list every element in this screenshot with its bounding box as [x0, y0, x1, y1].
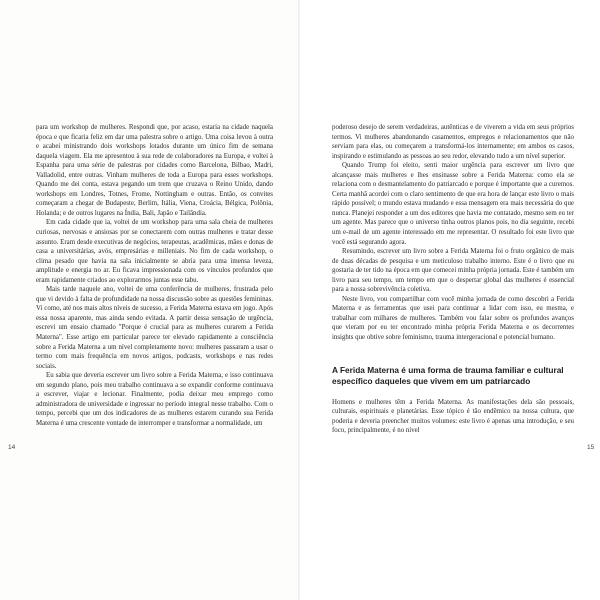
paragraph: Mais tarde naquele ano, voltei de uma conferência de mulheres, frustrada pelo que vi devido à falta de profundidade na nossa discussão sobre as questões femininas. Vi como, até nos mais altos níveis de sucesso, a Ferida Materna estava em jogo. Após essa nossa aparente, mas ainda sendo evitada. A partir dessa sensação de urgência, escrevi um ensaio chamado "Porque é crucial para as mulheres curarem a Ferida Materna". Esse artigo em particular parece ter elevado rapidamente a consciência sobre a Ferida Materna a um nível completamente novo: mulheres passaram a usar o termo com mais frequência em novos artigos, podcasts, workshops e nas redes sociais. [36, 286, 273, 370]
paragraph: para um workshop de mulheres. Respondi que, por acaso, estaria na cidade naquela época e que ficaria feliz em dar uma palestra sobre o artigo. Uma coisa levou à outra e acabei ministrando dois workshops lotados durante um único fim de semana daquela viagem. Ela me apresentou à sua rede de colaboradores na Europa, e voltei à Espanha para uma série de palestras por cidades como Barcelona, Bilbao, Madri, Valladolid, entre outras. Vinham mulheres de toda a Europa para esses workshops. Quando me dei conta, estava pegando um trem que cruzava o Reino Unido, dando workshops em Londres, Totnes, Frome, Nottingham e outras. Então, os convites começaram a chegar de Budapeste, Berlim, Itália, Viena, Croácia, Bélgica, Polônia, Holanda; e de outros lugares na Índia, Bali, Japão e Tailândia. [36, 124, 273, 217]
paragraph: Em cada cidade que ia, voltei de um workshop para uma sala cheia de mulheres curiosas, nervosas e ansiosas por se conectarem com outras mulheres e tratar desse assunto. Eram desde executivas de negócios, terapeutas, acadêmicas, mães e donas de casa a universitárias, avós, empresárias e milleniais. No fim de cada workshop, o clima pesado que havia na sala inicialmente se abria para uma imensa leveza, amplitude e energia no ar. Eu ficava impressionada com os vínculos profundos que eram rapidamente criados ao explorarmos juntas esse tabu. [36, 219, 273, 284]
left-page-text-column [36, 123, 273, 429]
page-number-left: 14 [8, 444, 16, 451]
paragraph: poderoso desejo de serem verdadeiras, autênticas e de viverem a vida em seus próprios termos. Vi mulheres abandonando casamentos, empregos e relacionamentos que não serviam para elas, ou começarem a transformá-los internamente; em ambos os casos, inspirando e estimulando as pessoas ao seu redor, elevando tudo a um nível superior. [332, 124, 574, 160]
paragraph: Neste livro, vou compartilhar com você minha jornada de como descobri a Ferida Materna e as ferramentas que usei para continuar a lidar com isso, eu mesma, e trabalhar com milhares de mulheres. Também vou falar sobre os profundos avanços que vieram por eu ter encontrado minha própria Ferida Materna e os decorrentes insights que obtive sobre feminismo, trauma intergeracional e potencial humano. [332, 295, 574, 342]
right-page [300, 0, 600, 600]
right-page-text-column [332, 123, 574, 436]
paragraph: Quando Trump foi eleito, senti maior urgência para escrever um livro que alcançasse mais mulheres e lhes ensinasse sobre a Ferida Materna: como ela se relaciona com o desmantelamento do patriarcado e porque é importante que a curemos. Certa manhã acordei com o claro sentimento de que era hora de lançar este livro o mais rápido possível; o mundo estava mudando e essa mensagem era mais necessária do que nunca. Planejei responder a um dos editores que havia me contatado, mesmo sem eu ter um agente. Mas parece que o universo tinha outros planos pois, no dia seguinte, recebi um e-mail de um agente interessado em me representar. O resultado foi este livro que você está segurando agora. [332, 162, 574, 246]
paragraph: Resumindo, escrever um livro sobre a Ferida Materna foi o fruto orgânico de mais de duas décadas de pesquisa e um meticuloso trabalho interno. Este é o livro que eu gostaria de ter tido na época em que comecei minha própria jornada. Este é também um livro para seu tempo, um tempo em que o despertar global das mulheres é essencial para a nossa sobrevivência coletiva. [332, 248, 574, 294]
section-heading: A Ferida Materna é uma forma de trauma familiar e cultural específico daqueles que vivem em um patriarcado [332, 364, 564, 386]
paragraph: Eu sabia que deveria escrever um livro sobre a Ferida Materna, e isso continuava em segundo plano, pois meu trabalho continuava a se expandir conforme continuava a escrever, viajar e lecionar. Finalmente, podia deixar meu emprego como administradora de universidade e ingressar no período integral nesse trabalho. Com o tempo, percebi que um dos indicadores de as mulheres estarem curando sua Ferida Materna é uma crescente vontade de interromper e transformar a normalidade, um [36, 372, 273, 427]
paragraph: Homens e mulheres têm a Ferida Materna. As manifestações dela são pessoais, culturais, espirituais e planetárias. Esse tópico é tão endêmico na nossa cultura, que poderia e deveria preencher muitos volumes: este livro é apenas uma introdução, e seu foco, principalmente, é no nível [332, 398, 574, 435]
page-number-right: 15 [587, 444, 595, 451]
